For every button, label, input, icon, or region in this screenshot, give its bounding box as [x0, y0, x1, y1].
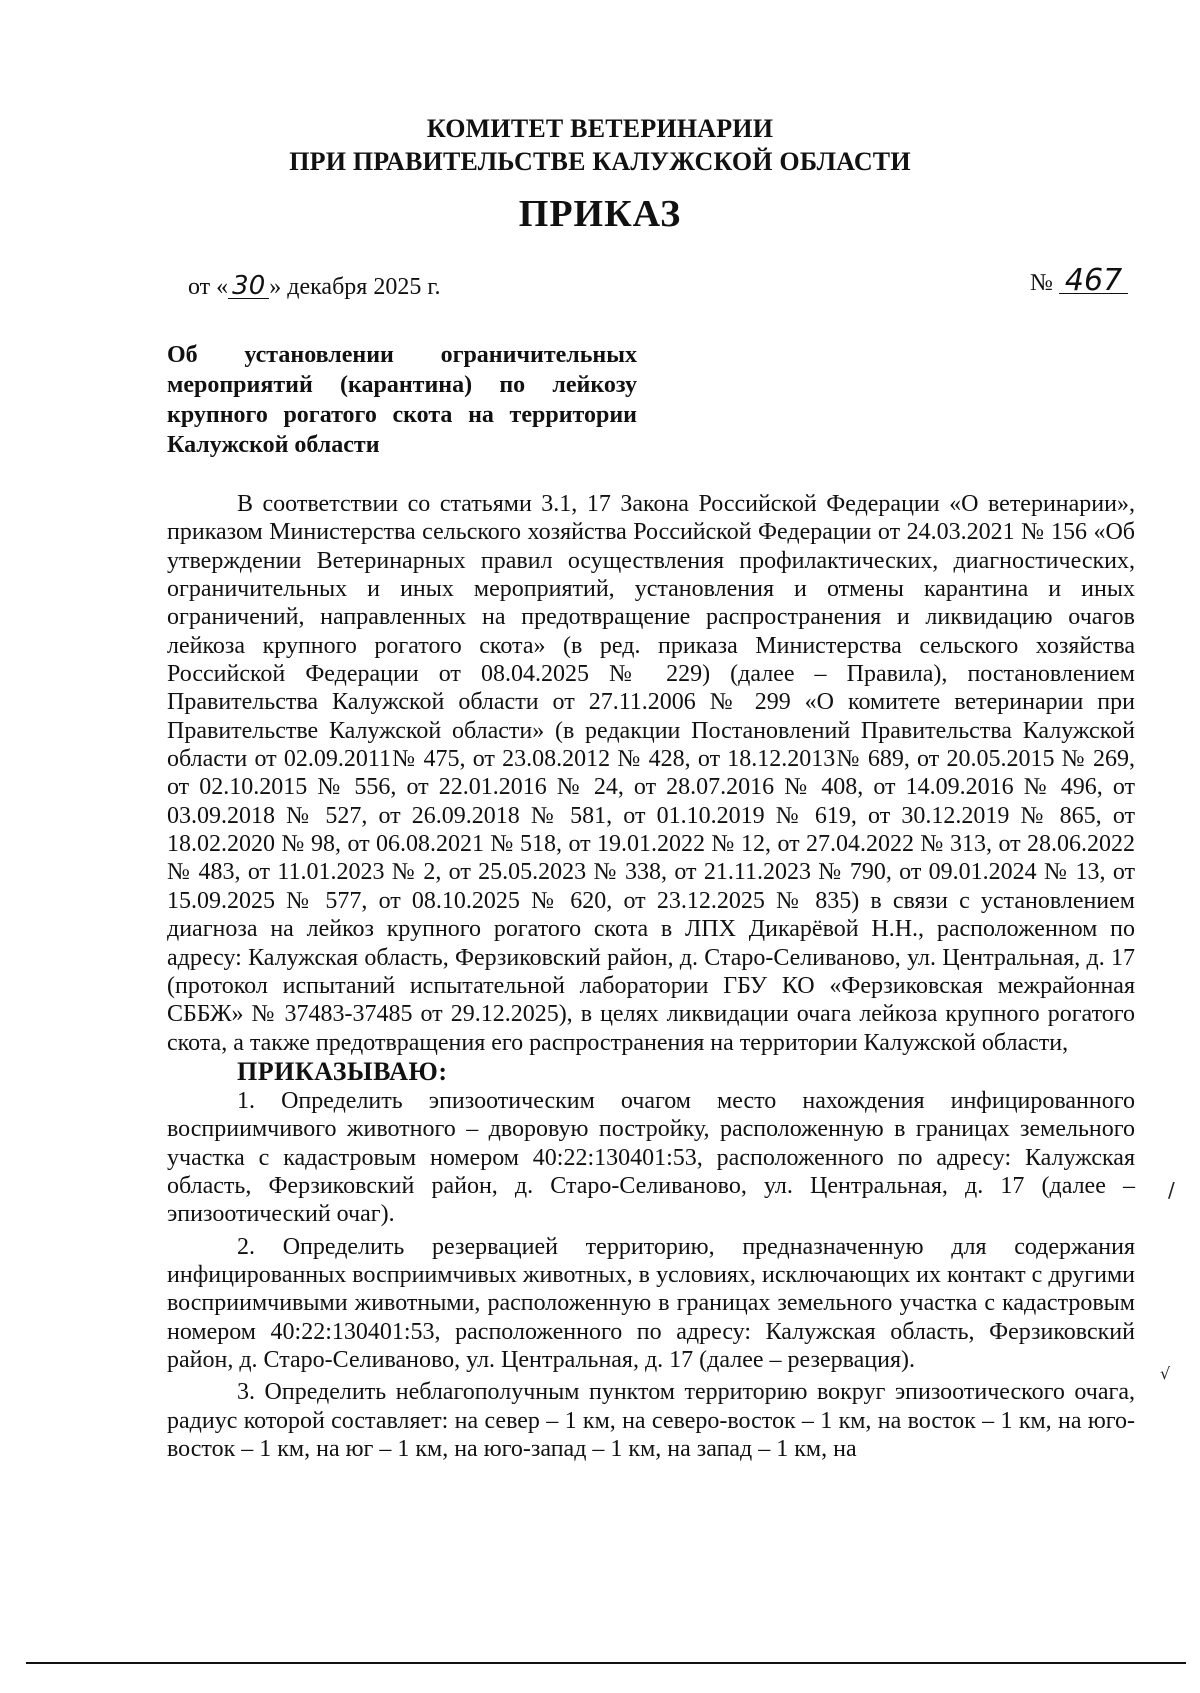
- order-subject: Об установлении ограничительных мероприятий (карантина) по лейкозу крупного рогатого скота на территории Калужской области: [167, 342, 637, 458]
- document-title: ПРИКАЗ: [518, 193, 682, 235]
- margin-check-mark-2: √: [1160, 1364, 1171, 1383]
- order-item-1: 1. Определить эпизоотическим очагом место нахождения инфицированного восприимчивого животного – дворовую постройку, расположенную в границах земельного участка с кадастровым номером 40:22:130401:53, расположенного по адресу: Калужская область, Ферзиковский район, д. Старо-Селиваново, ул. Центральная, д. 17 (далее – эпизоотический очаг).: [167, 1087, 1135, 1228]
- margin-check-mark-1: /: [1168, 1178, 1175, 1202]
- order-body: [167, 490, 1135, 1463]
- date-suffix: » декабря 2025 г.: [269, 274, 441, 300]
- order-directive: ПРИКАЗЫВАЮ:: [237, 1056, 448, 1086]
- issuer-line-1: КОМИТЕТ ВЕТЕРИНАРИИ: [426, 114, 774, 143]
- number-sign: №: [1030, 270, 1053, 296]
- order-item-3: 3. Определить неблагополучным пунктом территорию вокруг эпизоотического очага, радиус которой составляет: на север – 1 км, на северо-восток – 1 км, на восток – 1 км, на юго-восток – 1 км, на юг – 1 км, на юго-запад – 1 км, на запад – 1 км, на: [167, 1379, 1135, 1462]
- issuer-header: [0, 112, 1200, 178]
- order-date: [188, 272, 440, 302]
- page-bottom-rule: [26, 1662, 1186, 1664]
- preamble-paragraph: В соответствии со статьями 3.1, 17 Закона Российской Федерации «О ветеринарии», приказом Министерства сельского хозяйства Российской Федерации от 24.03.2021 № 156 «Об утверждении Ветеринарных правил осуществления профилактических, диагностических, ограничительных и иных мероприятий, установления и отмены карантина и иных ограничений, направленных на предотвращение распространения и ликвидацию очагов лейкоза крупного рогатого скота» (в ред. приказа Министерства сельского хозяйства Российской Федерации от 08.04.2025 № 229) (далее – Правила), постановлением Правительства Калужской области от 27.11.2006 № 299 «О комитете ветеринарии при Правительстве Калужской области» (в редакции Постановлений Правительства Калужской области от 02.09.2011№ 475, от 23.08.2012 № 428, от 18.12.2013№ 689, от 20.05.2015 № 269, от 02.10.2015 № 556, от 22.01.2016 № 24, от 28.07.2016 № 408, от 14.09.2016 № 496, от 03.09.2018 № 527, от 26.09.2018 № 581, от 01.10.2019 № 619, от 30.12.2019 № 865, от 18.02.2020 № 98, от 06.08.2021 № 518, от 19.01.2022 № 12, от 27.04.2022 № 313, от 28.06.2022 № 483, от 11.01.2023 № 2, от 25.05.2023 № 338, от 21.11.2023 № 790, от 09.01.2024 № 13, от 15.09.2025 № 577, от 08.10.2025 № 620, от 23.12.2025 № 835) в связи с установлением диагноза на лейкоз крупного рогатого скота в ЛПХ Дикарёвой Н.Н., расположенном по адресу: Калужская область, Ферзиковский район, д. Старо-Селиваново, ул. Центральная, д. 17 (протокол испытаний испытательной лаборатории ГБУ КО «Ферзиковская межрайонная СББЖ» № 37483-37485 от 29.12.2025), в целях ликвидации очага лейкоза крупного рогатого скота, а также предотвращения его распространения на территории Калужской области,: [167, 491, 1135, 1056]
- issuer-line-2: ПРИ ПРАВИТЕЛЬСТВЕ КАЛУЖСКОЙ ОБЛАСТИ: [289, 147, 911, 176]
- date-prefix: от «: [188, 274, 229, 300]
- order-number: [1030, 263, 1128, 298]
- number-handwritten: 467: [1059, 269, 1128, 294]
- order-item-2: 2. Определить резервацией территорию, предназначенную для содержания инфицированных восприимчивых животных, в условиях, исключающих их контакт с другими восприимчивыми животными, расположенную в границах земельного участка с кадастровым номером 40:22:130401:53, расположенного по адресу: Калужская область, Ферзиковский район, д. Старо-Селиваново, ул. Центральная, д. 17 (далее – резервация).: [167, 1233, 1135, 1373]
- date-day-handwritten: 30: [228, 274, 269, 299]
